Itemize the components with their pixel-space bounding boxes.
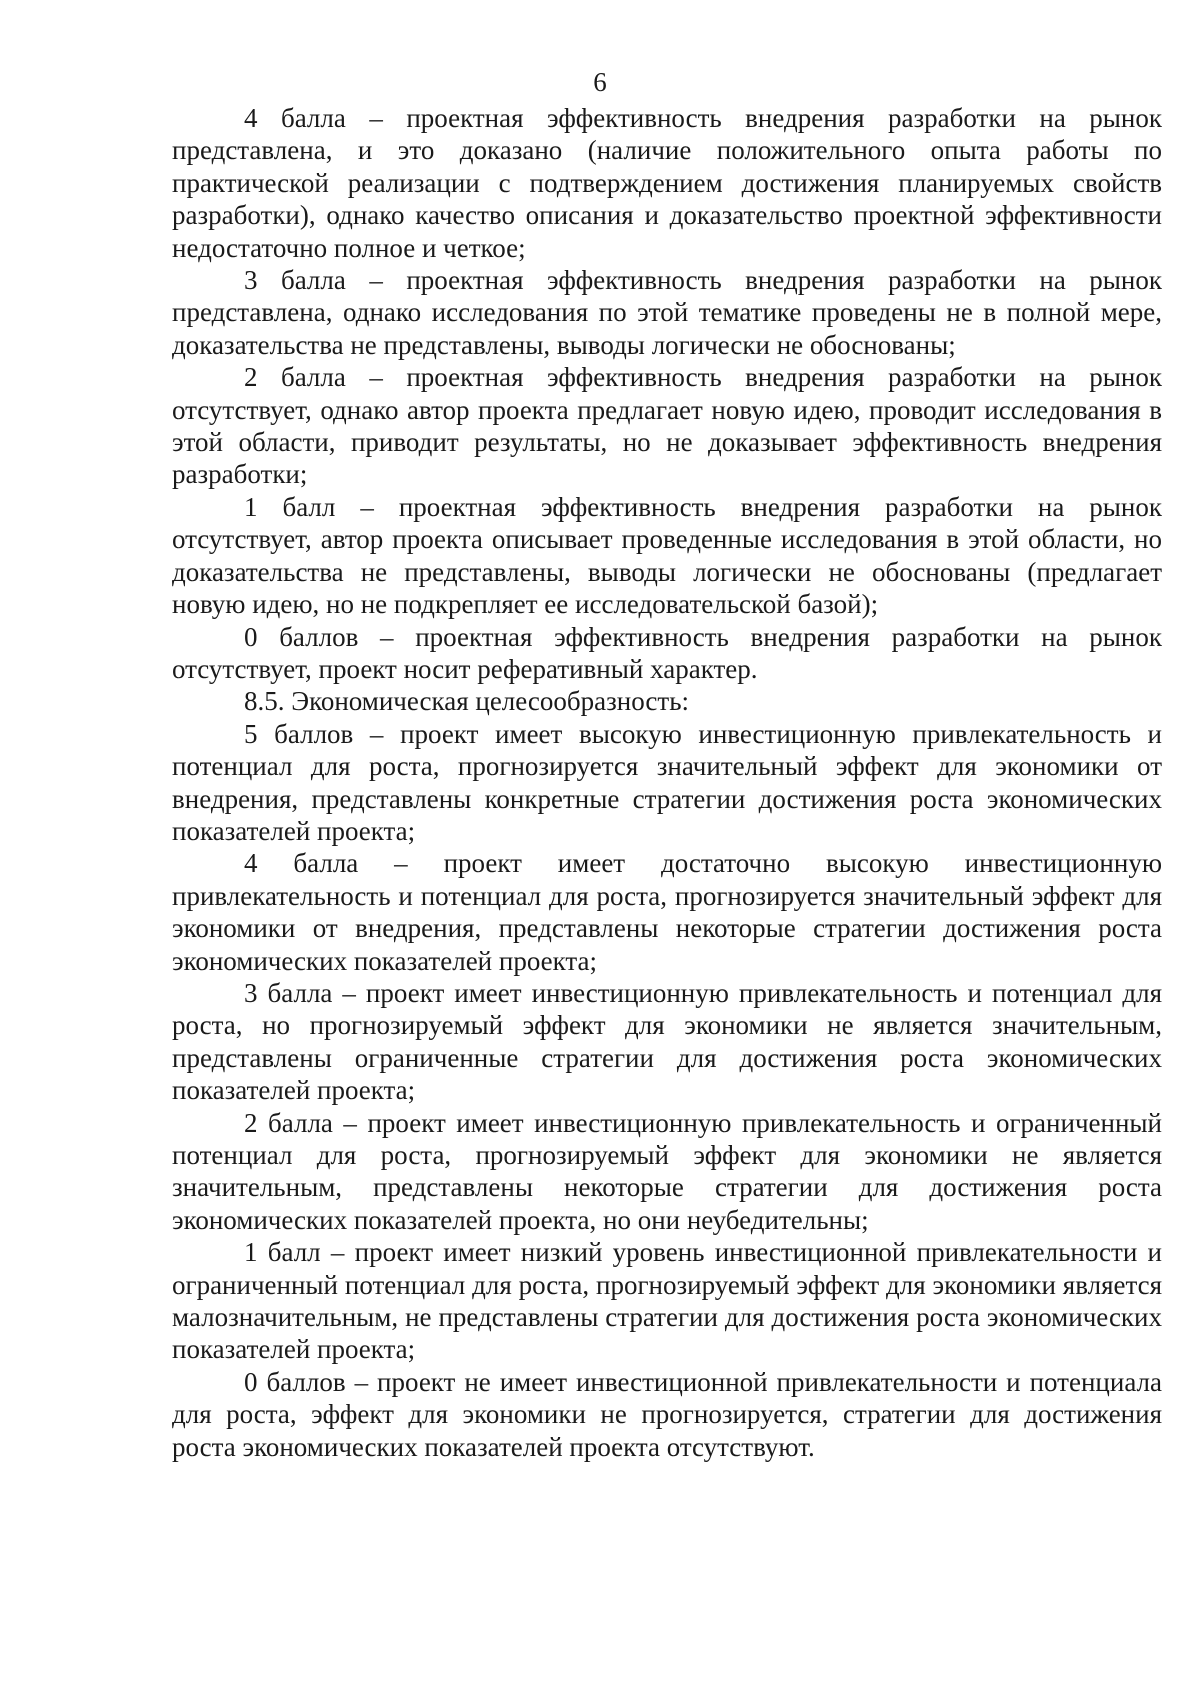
paragraph-economic-1-point: 1 балл – проект имеет низкий уровень инвестиционной привлекательности и ограниченный потенциал для роста, прогнозируемый эффект для экономики является малозначительным, не представлены стратегии для достижения роста экономических показателей проекта; — [172, 1237, 1162, 1365]
paragraph-economic-5-points: 5 баллов – проект имеет высокую инвестиционную привлекательность и потенциал для роста, прогнозируется значительный эффект для экономики от внедрения, представлены конкретные стратегии достижения роста экономических показателей проекта; — [172, 718, 1162, 846]
paragraph-efficiency-1-point: 1 балл – проектная эффективность внедрения разработки на рынок отсутствует, автор проекта описывает проведенные исследования в этой области, но доказательства не представлены, выводы логически не обоснованы (предлагает новую идею, но не подкрепляет ее исследовательской базой); — [172, 491, 1162, 620]
page-number: 6 — [593, 67, 607, 97]
paragraph-efficiency-2-points: 2 балла – проектная эффективность внедрения разработки на рынок отсутствует, однако автор проекта предлагает новую идею, проводит исследования в этой области, приводит результаты, но не доказывает эффективность внедрения разработки; — [172, 362, 1162, 490]
paragraph-economic-0-points: 0 баллов – проект не имеет инвестиционной привлекательности и потенциала для роста, эффект для экономики не прогнозируется, стратегии для достижения роста экономических показателей проекта отсутствуют. — [172, 1366, 1162, 1462]
paragraph-economic-2-points: 2 балла – проект имеет инвестиционную привлекательность и ограниченный потенциал для роста, прогнозируемый эффект для экономики не является значительным, представлены некоторые стратегии для достижения роста экономических показателей проекта, но они неубедительны; — [172, 1107, 1162, 1235]
document-body — [172, 102, 1162, 1463]
paragraph-efficiency-0-points: 0 баллов – проектная эффективность внедрения разработки на рынок отсутствует, проект носит реферативный характер. — [172, 621, 1162, 684]
paragraph-efficiency-4-points: 4 балла – проектная эффективность внедрения разработки на рынок представлена, и это доказано (наличие положительного опыта работы по практической реализации с подтверждением достижения планируемых свойств разработки), однако качество описания и доказательство проектной эффективности недостаточно полное и четкое; — [172, 103, 1162, 263]
section-heading-economic-feasibility: 8.5. Экономическая целесообразность: — [244, 686, 690, 717]
paragraph-efficiency-3-points: 3 балла – проектная эффективность внедрения разработки на рынок представлена, однако исследования по этой тематике проведены не в полной мере, доказательства не представлены, выводы логически не обоснованы; — [172, 265, 1162, 360]
paragraph-economic-4-points: 4 балла – проект имеет достаточно высокую инвестиционную привлекательность и потенциал для роста, прогнозируется значительный эффект для экономики от внедрения, представлены некоторые стратегии достижения роста экономических показателей проекта; — [172, 848, 1162, 976]
paragraph-economic-3-points: 3 балла – проект имеет инвестиционную привлекательность и потенциал для роста, но прогнозируемый эффект для экономики не является значительным, представлены ограниченные стратегии для достижения роста экономических показателей проекта; — [172, 977, 1162, 1106]
